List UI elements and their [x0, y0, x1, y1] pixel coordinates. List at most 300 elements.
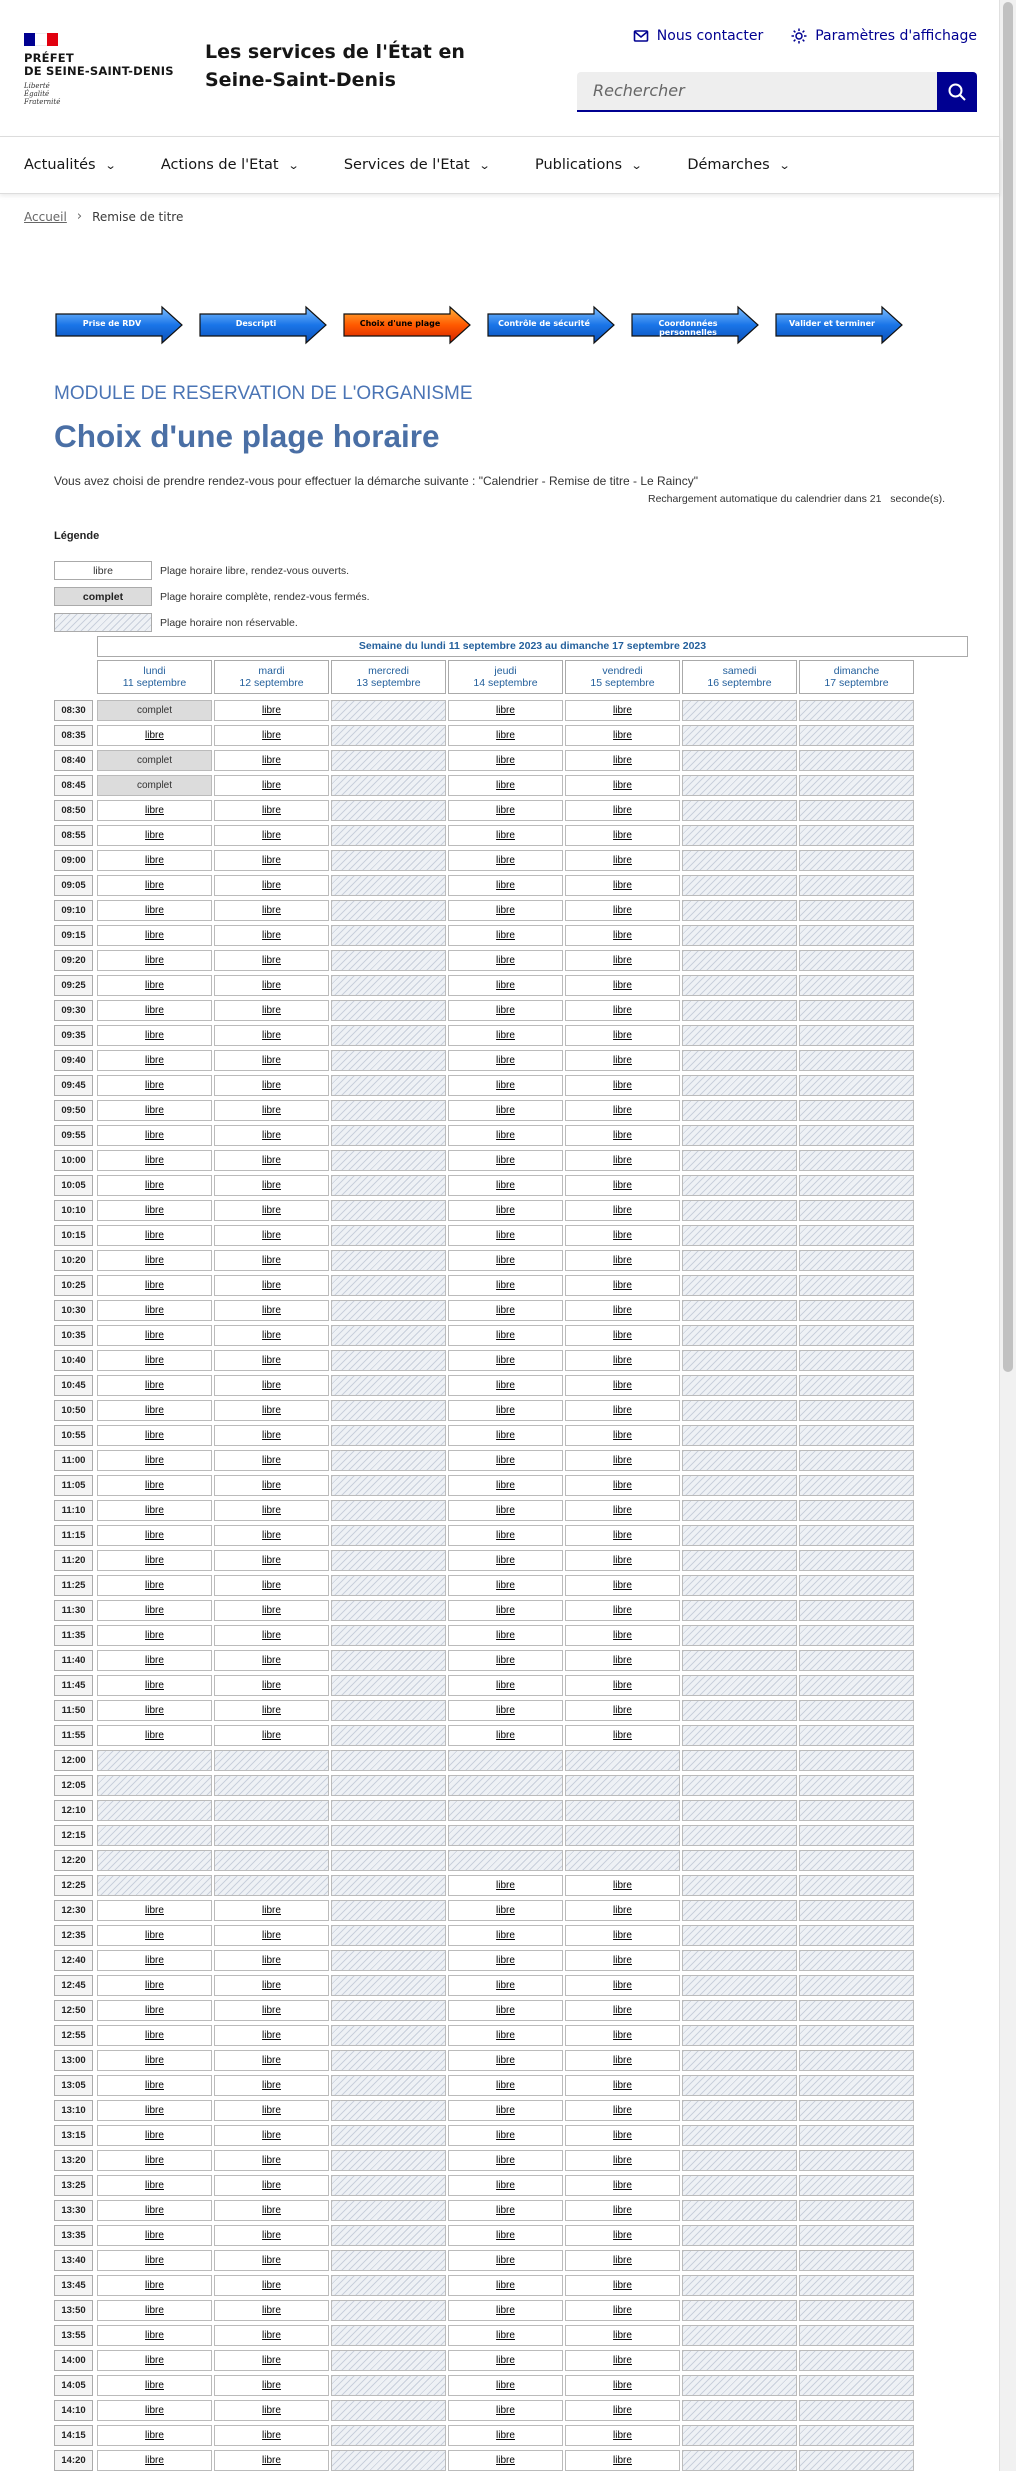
slot-libre-link[interactable]: libre — [448, 1175, 563, 1196]
slot-libre-link[interactable]: libre — [214, 2275, 329, 2296]
slot-libre-link[interactable]: libre — [97, 2325, 212, 2346]
slot-libre-link[interactable]: libre — [565, 2125, 680, 2146]
slot-libre-link[interactable]: libre — [565, 2425, 680, 2446]
slot-libre-link[interactable]: libre — [214, 1925, 329, 1946]
slot-libre-link[interactable]: libre — [97, 1500, 212, 1521]
slot-libre-link[interactable]: libre — [214, 2425, 329, 2446]
slot-libre-link[interactable]: libre — [448, 1650, 563, 1671]
slot-libre-link[interactable]: libre — [448, 1100, 563, 1121]
slot-non-reservable — [331, 2300, 446, 2321]
slot-libre-link[interactable]: libre — [448, 2350, 563, 2371]
slot-libre-link[interactable]: libre — [97, 1375, 212, 1396]
slot-libre-link[interactable]: libre — [448, 925, 563, 946]
slot-libre-link[interactable]: libre — [97, 2125, 212, 2146]
slot-libre-link[interactable]: libre — [97, 2400, 212, 2421]
slot-libre-link[interactable]: libre — [214, 750, 329, 771]
slot-libre-link[interactable]: libre — [448, 1975, 563, 1996]
slot-libre-link[interactable]: libre — [565, 2150, 680, 2171]
slot-libre-link[interactable]: libre — [448, 1125, 563, 1146]
slot-libre-link[interactable]: libre — [97, 1275, 212, 1296]
slot-libre-link[interactable]: libre — [214, 2225, 329, 2246]
slot-libre-link[interactable]: libre — [565, 1875, 680, 1896]
prefecture-logo[interactable] — [24, 33, 174, 106]
slot-libre-link[interactable]: libre — [565, 1525, 680, 1546]
slot-libre-link[interactable]: libre — [448, 2125, 563, 2146]
slot-libre-link[interactable]: libre — [97, 1600, 212, 1621]
slot-libre-link[interactable]: libre — [448, 1200, 563, 1221]
slot-libre-link[interactable]: libre — [97, 925, 212, 946]
nav-item-services[interactable]: Services de l'Etat ⌄ — [343, 157, 491, 173]
nav-item-actions[interactable]: Actions de l'Etat ⌄ — [160, 157, 300, 173]
slot-libre-link[interactable]: libre — [565, 2200, 680, 2221]
slot-libre-link[interactable]: libre — [448, 2050, 563, 2071]
slot-libre-link[interactable]: libre — [565, 1150, 680, 1171]
slot-libre-link[interactable]: libre — [214, 1450, 329, 1471]
slot-libre-link[interactable]: libre — [214, 1500, 329, 1521]
slot-libre-link[interactable]: libre — [97, 1075, 212, 1096]
slot-libre-link[interactable]: libre — [97, 1475, 212, 1496]
slot-libre-link[interactable]: libre — [448, 1525, 563, 1546]
slot-libre-link[interactable]: libre — [214, 1625, 329, 1646]
slot-libre-link[interactable]: libre — [214, 1600, 329, 1621]
slot-libre-link[interactable]: libre — [565, 1725, 680, 1746]
slot-libre-link[interactable]: libre — [97, 1575, 212, 1596]
slot-libre-link[interactable]: libre — [214, 1725, 329, 1746]
slot-libre-link[interactable]: libre — [565, 1300, 680, 1321]
time-label: 12:50 — [54, 2000, 93, 2021]
slot-libre-link[interactable]: libre — [214, 2000, 329, 2021]
slot-libre-link[interactable]: libre — [565, 1500, 680, 1521]
slot-libre-link[interactable]: libre — [448, 1225, 563, 1246]
slot-libre-link[interactable]: libre — [97, 1225, 212, 1246]
day-name: mardi — [258, 665, 285, 677]
slot-libre-link[interactable]: libre — [214, 1525, 329, 1546]
slot-libre-link[interactable]: libre — [448, 825, 563, 846]
time-label: 12:45 — [54, 1975, 93, 1996]
slot-libre-link[interactable]: libre — [565, 1000, 680, 1021]
slot-libre-link[interactable]: libre — [565, 1575, 680, 1596]
slot-libre-link[interactable]: libre — [565, 1925, 680, 1946]
slot-non-reservable — [331, 2425, 446, 2446]
slot-libre-link[interactable]: libre — [214, 1950, 329, 1971]
slot-libre-link[interactable]: libre — [565, 2025, 680, 2046]
slot-libre-link[interactable]: libre — [448, 1550, 563, 1571]
slot-libre-link[interactable]: libre — [214, 900, 329, 921]
slot-libre-link[interactable]: libre — [448, 2075, 563, 2096]
search-input[interactable]: Rechercher — [577, 72, 937, 112]
slot-libre-link[interactable]: libre — [565, 1900, 680, 1921]
slot-libre-link[interactable]: libre — [214, 2300, 329, 2321]
slot-libre-link[interactable]: libre — [448, 750, 563, 771]
slot-libre-link[interactable]: libre — [565, 2275, 680, 2296]
slot-libre-link[interactable]: libre — [565, 1175, 680, 1196]
slot-libre-link[interactable]: libre — [97, 2050, 212, 2071]
slot-libre-link[interactable]: libre — [97, 2350, 212, 2371]
slot-libre-link[interactable]: libre — [214, 1300, 329, 1321]
slot-libre-link[interactable]: libre — [214, 1900, 329, 1921]
slot-libre-link[interactable]: libre — [565, 1600, 680, 1621]
slot-libre-link[interactable]: libre — [214, 1250, 329, 1271]
slot-non-reservable — [565, 1850, 680, 1871]
slot-non-reservable — [331, 1300, 446, 1321]
slot-libre-link[interactable]: libre — [448, 1700, 563, 1721]
slot-libre-link[interactable]: libre — [97, 1550, 212, 1571]
slot-libre-link[interactable]: libre — [214, 2350, 329, 2371]
slot-libre-link[interactable]: libre — [565, 1325, 680, 1346]
slot-libre-link[interactable]: libre — [97, 2225, 212, 2246]
slot-libre-link[interactable]: libre — [97, 1050, 212, 1071]
slot-libre-link[interactable]: libre — [214, 1000, 329, 1021]
slot-libre-link[interactable]: libre — [97, 2175, 212, 2196]
slot-non-reservable — [799, 2400, 914, 2421]
slot-libre-link[interactable]: libre — [214, 875, 329, 896]
slot-libre-link[interactable]: libre — [97, 2025, 212, 2046]
slot-non-reservable — [682, 925, 797, 946]
slot-libre-link[interactable]: libre — [214, 1275, 329, 1296]
slot-libre-link[interactable]: libre — [214, 1075, 329, 1096]
slot-libre-link[interactable]: libre — [448, 2325, 563, 2346]
slot-libre-link[interactable]: libre — [214, 1400, 329, 1421]
slot-libre-link[interactable]: libre — [448, 2200, 563, 2221]
slot-libre-link[interactable]: libre — [214, 1050, 329, 1071]
slot-libre-link[interactable]: libre — [448, 2225, 563, 2246]
slot-libre-link[interactable]: libre — [214, 825, 329, 846]
slot-libre-link[interactable]: libre — [565, 1050, 680, 1071]
slot-libre-link[interactable]: libre — [214, 775, 329, 796]
slot-libre-link[interactable]: libre — [97, 2275, 212, 2296]
slot-libre-link[interactable]: libre — [565, 1350, 680, 1371]
slot-libre-link[interactable]: libre — [565, 2400, 680, 2421]
slot-libre-link[interactable]: libre — [448, 1600, 563, 1621]
slot-libre-link[interactable]: libre — [448, 2150, 563, 2171]
slot-libre-link[interactable]: libre — [448, 1300, 563, 1321]
slot-libre-link[interactable]: libre — [448, 1950, 563, 1971]
slot-libre-link[interactable]: libre — [448, 2375, 563, 2396]
slot-libre-link[interactable]: libre — [214, 2075, 329, 2096]
slot-libre-link[interactable]: libre — [448, 1250, 563, 1271]
slot-libre-link[interactable]: libre — [565, 2000, 680, 2021]
slot-libre-link[interactable]: libre — [565, 2350, 680, 2371]
slot-libre-link[interactable]: libre — [97, 1150, 212, 1171]
slot-libre-link[interactable]: libre — [97, 900, 212, 921]
slot-libre-link[interactable]: libre — [448, 1325, 563, 1346]
slot-libre-link[interactable]: libre — [448, 1350, 563, 1371]
slot-non-reservable — [682, 900, 797, 921]
slot-libre-link[interactable]: libre — [214, 950, 329, 971]
slot-libre-link[interactable]: libre — [565, 900, 680, 921]
slot-libre-link[interactable]: libre — [448, 1575, 563, 1596]
slot-libre-link[interactable]: libre — [565, 2325, 680, 2346]
slot-libre-link[interactable]: libre — [448, 1400, 563, 1421]
slot-libre-link[interactable]: libre — [214, 975, 329, 996]
slot-libre-link[interactable]: libre — [97, 2450, 212, 2471]
slot-non-reservable — [682, 1700, 797, 1721]
slot-non-reservable — [799, 1850, 914, 1871]
slot-libre-link[interactable]: libre — [565, 1225, 680, 1246]
slot-libre-link[interactable]: libre — [97, 1325, 212, 1346]
slot-libre-link[interactable]: libre — [214, 2100, 329, 2121]
slot-libre-link[interactable]: libre — [565, 2225, 680, 2246]
slot-libre-link[interactable]: libre — [448, 2275, 563, 2296]
slot-libre-link[interactable]: libre — [97, 2150, 212, 2171]
slot-libre-link[interactable]: libre — [565, 1200, 680, 1221]
slot-libre-link[interactable]: libre — [448, 1875, 563, 1896]
slot-libre-link[interactable]: libre — [214, 925, 329, 946]
slot-libre-link[interactable]: libre — [97, 1925, 212, 1946]
slot-libre-link[interactable]: libre — [448, 775, 563, 796]
slot-libre-link[interactable]: libre — [97, 1000, 212, 1021]
slot-libre-link[interactable]: libre — [565, 1450, 680, 1471]
slot-libre-link[interactable]: libre — [448, 2000, 563, 2021]
slot-libre-link[interactable]: libre — [565, 2050, 680, 2071]
slot-libre-link[interactable]: libre — [448, 2450, 563, 2471]
display-settings-link[interactable]: Paramètres d'affichage — [791, 28, 977, 44]
slot-libre-link[interactable]: libre — [565, 775, 680, 796]
site-title[interactable]: Les services de l'État en Seine-Saint-Denis — [205, 41, 465, 91]
slot-libre-link[interactable]: libre — [448, 1050, 563, 1071]
slot-libre-link[interactable]: libre — [97, 1125, 212, 1146]
slot-non-reservable — [331, 925, 446, 946]
slot-libre-link[interactable]: libre — [565, 1700, 680, 1721]
slot-libre-link[interactable]: libre — [97, 2375, 212, 2396]
slot-libre-link[interactable]: libre — [565, 1075, 680, 1096]
slot-libre-link[interactable]: libre — [448, 700, 563, 721]
slot-libre-link[interactable]: libre — [565, 1625, 680, 1646]
slot-libre-link[interactable]: libre — [97, 2250, 212, 2271]
booking-steps — [54, 305, 904, 345]
slot-libre-link[interactable]: libre — [97, 1525, 212, 1546]
slot-libre-link[interactable]: libre — [214, 1375, 329, 1396]
slot-non-reservable — [331, 2225, 446, 2246]
slot-non-reservable — [799, 2150, 914, 2171]
slot-libre-link[interactable]: libre — [565, 1100, 680, 1121]
slot-libre-link[interactable]: libre — [214, 2050, 329, 2071]
slot-libre-link[interactable]: libre — [97, 975, 212, 996]
nav-item-demarches[interactable]: Démarches ⌄ — [687, 157, 791, 173]
slot-libre-link[interactable]: libre — [97, 2200, 212, 2221]
slot-libre-link[interactable]: libre — [97, 1950, 212, 1971]
slot-libre-link[interactable]: libre — [214, 1550, 329, 1571]
contact-link[interactable]: Nous contacter — [633, 28, 763, 44]
slot-libre-link[interactable]: libre — [97, 1675, 212, 1696]
slot-libre-link[interactable]: libre — [448, 800, 563, 821]
slot-libre-link[interactable]: libre — [97, 850, 212, 871]
slot-libre-link[interactable]: libre — [214, 1675, 329, 1696]
slot-libre-link[interactable]: libre — [214, 2250, 329, 2271]
slot-libre-link[interactable]: libre — [97, 825, 212, 846]
slot-libre-link[interactable]: libre — [448, 1375, 563, 1396]
slot-libre-link[interactable]: libre — [565, 1425, 680, 1446]
slot-libre-link[interactable]: libre — [565, 2100, 680, 2121]
time-label: 13:25 — [54, 2175, 93, 2196]
slot-libre-link[interactable]: libre — [214, 1025, 329, 1046]
slot-libre-link[interactable]: libre — [97, 950, 212, 971]
time-label: 11:25 — [54, 1575, 93, 1596]
slot-libre-link[interactable]: libre — [214, 700, 329, 721]
slot-libre-link[interactable]: libre — [448, 1675, 563, 1696]
slot-libre-link[interactable]: libre — [214, 2025, 329, 2046]
slot-libre-link[interactable]: libre — [565, 1025, 680, 1046]
slot-libre-link[interactable]: libre — [565, 1400, 680, 1421]
slot-libre-link[interactable]: libre — [565, 750, 680, 771]
slot-libre-link[interactable]: libre — [97, 725, 212, 746]
vertical-scrollbar[interactable] — [999, 0, 1016, 2471]
slot-libre-link[interactable]: libre — [448, 2400, 563, 2421]
slot-libre-link[interactable]: libre — [565, 2450, 680, 2471]
slot-libre-link[interactable]: libre — [448, 2250, 563, 2271]
slot-libre-link[interactable]: libre — [97, 2100, 212, 2121]
time-label: 09:20 — [54, 950, 93, 971]
slot-libre-link[interactable]: libre — [214, 2150, 329, 2171]
slot-libre-link[interactable]: libre — [97, 1900, 212, 1921]
slot-libre-link[interactable]: libre — [97, 1100, 212, 1121]
slot-libre-link[interactable]: libre — [214, 1575, 329, 1596]
time-label: 09:05 — [54, 875, 93, 896]
slot-libre-link[interactable]: libre — [97, 1725, 212, 1746]
slot-libre-link[interactable]: libre — [214, 1475, 329, 1496]
slot-libre-link[interactable]: libre — [97, 1425, 212, 1446]
slot-libre-link[interactable]: libre — [448, 2100, 563, 2121]
slot-libre-link[interactable]: libre — [214, 1125, 329, 1146]
slot-libre-link[interactable]: libre — [448, 1425, 563, 1446]
slot-libre-link[interactable]: libre — [97, 1700, 212, 1721]
slot-libre-link[interactable]: libre — [97, 1450, 212, 1471]
slot-libre-link[interactable]: libre — [565, 2300, 680, 2321]
slot-libre-link[interactable]: libre — [448, 2425, 563, 2446]
slot-libre-link[interactable]: libre — [214, 1225, 329, 1246]
slot-libre-link[interactable]: libre — [565, 1275, 680, 1296]
slot-libre-link[interactable]: libre — [448, 1450, 563, 1471]
slot-libre-link[interactable]: libre — [214, 1350, 329, 1371]
nav-item-actualites[interactable]: Actualités ⌄ — [24, 157, 117, 173]
slot-libre-link[interactable]: libre — [448, 2025, 563, 2046]
slot-libre-link[interactable]: libre — [214, 725, 329, 746]
slot-libre-link[interactable]: libre — [565, 700, 680, 721]
slot-libre-link[interactable]: libre — [214, 2125, 329, 2146]
slot-libre-link[interactable]: libre — [214, 1975, 329, 1996]
slot-libre-link[interactable]: libre — [565, 925, 680, 946]
slot-libre-link[interactable]: libre — [448, 900, 563, 921]
time-label: 11:10 — [54, 1500, 93, 1521]
slot-libre-link[interactable]: libre — [97, 800, 212, 821]
slot-libre-link[interactable]: libre — [565, 1975, 680, 1996]
slot-libre-link[interactable]: libre — [448, 725, 563, 746]
breadcrumb-home-link[interactable]: Accueil — [24, 209, 67, 224]
slot-libre-link[interactable]: libre — [448, 1000, 563, 1021]
slot-libre-link[interactable]: libre — [565, 975, 680, 996]
slot-libre-link[interactable]: libre — [565, 950, 680, 971]
slot-libre-link[interactable]: libre — [97, 1400, 212, 1421]
slot-libre-link[interactable]: libre — [97, 1300, 212, 1321]
slot-libre-link[interactable]: libre — [97, 1625, 212, 1646]
slot-libre-link[interactable]: libre — [565, 1950, 680, 1971]
slot-libre-link[interactable]: libre — [97, 2425, 212, 2446]
slot-libre-link[interactable]: libre — [97, 2000, 212, 2021]
slot-libre-link[interactable]: libre — [565, 2250, 680, 2271]
slot-non-reservable — [331, 1800, 446, 1821]
slot-non-reservable — [682, 2175, 797, 2196]
slot-libre-link[interactable]: libre — [565, 1550, 680, 1571]
slot-libre-link[interactable]: libre — [214, 1175, 329, 1196]
search-button[interactable] — [937, 72, 977, 112]
slot-libre-link[interactable]: libre — [214, 1100, 329, 1121]
nav-item-publications[interactable]: Publications ⌄ — [534, 157, 643, 173]
slot-libre-link[interactable]: libre — [97, 1975, 212, 1996]
slot-libre-link[interactable]: libre — [448, 975, 563, 996]
slot-libre-link[interactable]: libre — [214, 1700, 329, 1721]
slot-libre-link[interactable]: libre — [214, 2175, 329, 2196]
slot-libre-link[interactable]: libre — [448, 1150, 563, 1171]
slot-libre-link[interactable]: libre — [448, 1725, 563, 1746]
slot-libre-link[interactable]: libre — [97, 1175, 212, 1196]
slot-libre-link[interactable]: libre — [448, 1025, 563, 1046]
slot-libre-link[interactable]: libre — [214, 800, 329, 821]
slot-libre-link[interactable]: libre — [565, 2175, 680, 2196]
slot-libre-link[interactable]: libre — [214, 2200, 329, 2221]
slot-non-reservable — [682, 1550, 797, 1571]
slot-libre-link[interactable]: libre — [565, 800, 680, 821]
slot-libre-link[interactable]: libre — [565, 725, 680, 746]
slot-libre-link[interactable]: libre — [448, 2175, 563, 2196]
slot-libre-link[interactable]: libre — [448, 850, 563, 871]
slot-libre-link[interactable]: libre — [565, 1475, 680, 1496]
slot-libre-link[interactable]: libre — [448, 875, 563, 896]
slot-libre-link[interactable]: libre — [97, 1200, 212, 1221]
slot-libre-link[interactable]: libre — [448, 950, 563, 971]
slot-libre-link[interactable]: libre — [97, 2300, 212, 2321]
slot-libre-link[interactable]: libre — [214, 1325, 329, 1346]
slot-libre-link[interactable]: libre — [214, 2400, 329, 2421]
slot-libre-link[interactable]: libre — [214, 850, 329, 871]
slot-libre-link[interactable]: libre — [565, 875, 680, 896]
slot-libre-link[interactable]: libre — [565, 2075, 680, 2096]
slot-libre-link[interactable]: libre — [214, 2375, 329, 2396]
slot-libre-link[interactable]: libre — [97, 1350, 212, 1371]
slot-libre-link[interactable]: libre — [448, 1075, 563, 1096]
slot-libre-link[interactable]: libre — [565, 2375, 680, 2396]
slot-libre-link[interactable]: libre — [448, 1475, 563, 1496]
slot-libre-link[interactable]: libre — [448, 2300, 563, 2321]
slot-non-reservable — [799, 1700, 914, 1721]
slot-libre-link[interactable]: libre — [214, 1650, 329, 1671]
slot-libre-link[interactable]: libre — [214, 2450, 329, 2471]
slot-libre-link[interactable]: libre — [565, 1125, 680, 1146]
slot-libre-link[interactable]: libre — [214, 1150, 329, 1171]
slot-libre-link[interactable]: libre — [448, 1625, 563, 1646]
slot-libre-link[interactable]: libre — [565, 850, 680, 871]
slot-libre-link[interactable]: libre — [565, 1650, 680, 1671]
time-label: 11:05 — [54, 1475, 93, 1496]
scrollbar-thumb[interactable] — [1003, 2, 1013, 1372]
slot-libre-link[interactable]: libre — [214, 2325, 329, 2346]
slot-libre-link[interactable]: libre — [97, 1025, 212, 1046]
slot-libre-link[interactable]: libre — [97, 1250, 212, 1271]
slot-libre-link[interactable]: libre — [97, 875, 212, 896]
time-label: 08:40 — [54, 750, 93, 771]
slot-libre-link[interactable]: libre — [448, 1925, 563, 1946]
slot-libre-link[interactable]: libre — [565, 1675, 680, 1696]
slot-libre-link[interactable]: libre — [565, 1250, 680, 1271]
slot-libre-link[interactable]: libre — [214, 1200, 329, 1221]
slot-libre-link[interactable]: libre — [565, 1375, 680, 1396]
slot-libre-link[interactable]: libre — [565, 825, 680, 846]
slot-libre-link[interactable]: libre — [97, 1650, 212, 1671]
slot-libre-link[interactable]: libre — [448, 1275, 563, 1296]
slot-libre-link[interactable]: libre — [448, 1500, 563, 1521]
slot-libre-link[interactable]: libre — [97, 2075, 212, 2096]
slot-libre-link[interactable]: libre — [214, 1425, 329, 1446]
slot-libre-link[interactable]: libre — [448, 1900, 563, 1921]
